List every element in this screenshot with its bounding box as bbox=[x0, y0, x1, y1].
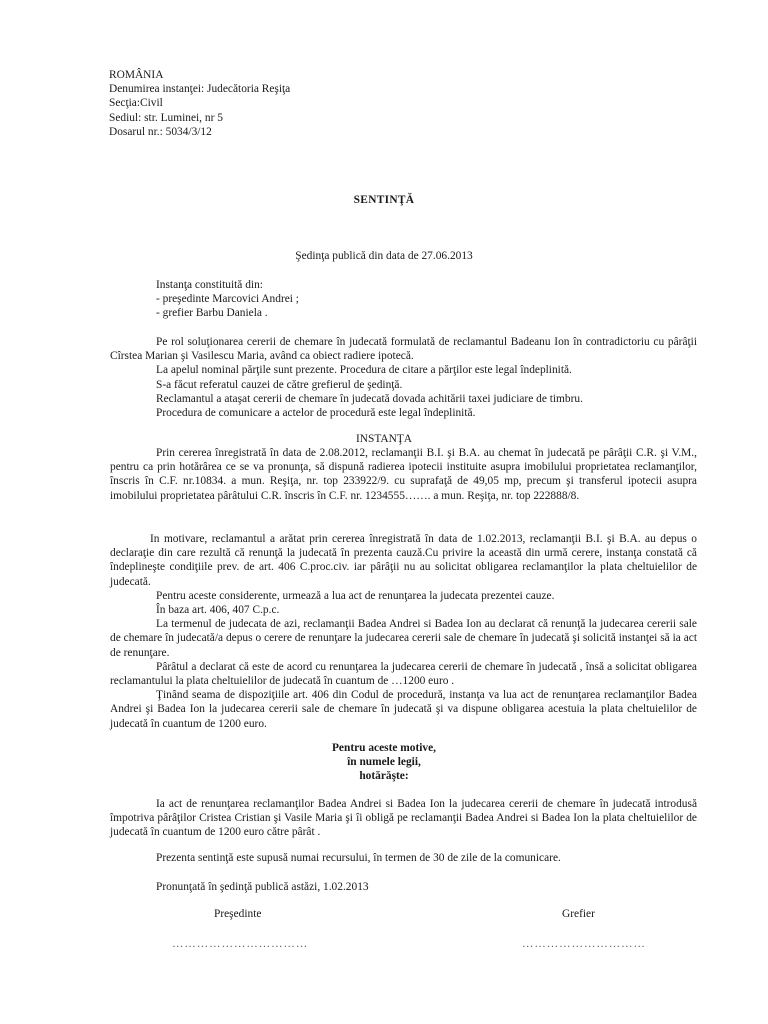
pronouncement-line: Pronunţată în şedinţă publică astăzi, 1.02.2013 bbox=[156, 881, 369, 893]
motives-heading bbox=[0, 741, 768, 784]
court-reasoning-main bbox=[110, 532, 697, 731]
reasoning-paragraph-1: Prin cererea înregistrată în data de 2.08.2012, reclamanţii B.I. şi B.A. au chemat în judecată pe pârâţii C.R. şi V.M., pentru ca prin hotărârea ce se va pronunţa, să dispună radierea ipotecii instituite asupra imobilului proprietatea reclamanţilor, înscris în C.F. nr.10834. a mun. Reşiţa, nr. top 233922/9. cu suprafaţă de 49,05 mp, precum şi transferul ipotecii asupra imobilului proprietatea pârâtului C.R. înscris în C.F. nr. 1234555……. a mun. Reşiţa, nr. top 222888/8. bbox=[110, 447, 697, 502]
court-header bbox=[109, 68, 290, 139]
intro-line-procedure: Procedura de comunicare a actelor de procedură este legal îndeplinită. bbox=[156, 407, 476, 420]
intro-section bbox=[110, 335, 697, 420]
session-line: Şedinţa publică din data de 27.06.2013 bbox=[295, 250, 473, 262]
reasoning-paragraph-4: În baza art. 406, 407 C.p.c. bbox=[156, 604, 280, 617]
section-line: Secţia:Civil bbox=[109, 97, 163, 110]
motives-line-1: Pentru aceste motive, bbox=[331, 742, 437, 754]
country-line: ROMÂNIA bbox=[109, 69, 164, 81]
reasoning-paragraph-6: Pârâtul a declarat că este de acord cu renunţarea la judecarea cererii de chemare în judecată , însă a solicitat obligarea reclamantului la plata cheltuielilor de judecată în cuantum de …1200 euro . bbox=[110, 660, 697, 688]
motives-line-3: hotărăşte: bbox=[359, 770, 409, 783]
president-label: Preşedinte bbox=[214, 908, 262, 920]
intro-line-appeal: La apelul nominal părţile sunt prezente. Procedura de citare a părţilor este legal îndeplinită. bbox=[156, 364, 572, 377]
court-composition bbox=[110, 278, 697, 321]
appeal-note: Prezenta sentinţă este supusă numai recursului, în termen de 30 de zile de la comunicare. bbox=[156, 852, 561, 864]
appeal-note-block bbox=[110, 851, 697, 865]
file-number-line: Dosarul nr.: 5034/3/12 bbox=[109, 125, 212, 138]
court-heading: INSTANŢA bbox=[355, 433, 413, 445]
clerk-signature-line: ………………………… bbox=[522, 938, 646, 950]
document-title: SENTINŢĂ bbox=[353, 194, 415, 206]
composition-clerk: - grefier Barbu Daniela . bbox=[156, 307, 268, 320]
reasoning-paragraph-2: In motivare, reclamantul a arătat prin cererea înregistrată în data de 1.02.2013, reclamanţii B.I. şi B.A. au depus o declaraţie din care rezultă că renunţă la judecată în prezenta cauză.Cu privire la această din urmă cerere, instanţa constată că îndeplineşte condiţiile prev. de art. 406 C.proc.civ. iar pârâţii nu au solicitat obligarea reclamanţilor la plata cheltuielilor de judecată. bbox=[110, 533, 697, 588]
court-reasoning-p1 bbox=[110, 446, 697, 503]
intro-line-stamp-tax: Reclamantul a ataşat cererii de chemare în judecată dovada achitării taxei judiciare de timbru. bbox=[156, 392, 583, 405]
reasoning-paragraph-7: Ţinând seama de dispoziţiile art. 406 din Codul de procedură, instanţa va lua act de renunţarea reclamanţilor Badea Andrei şi Badea Ion la judecarea cererii sale de chemare în judecată şi va dispune obligarea acestuia la plata cheltuielilor de judecată în cuantum de 1200 euro. bbox=[110, 689, 697, 730]
motives-line-2: în numele legii, bbox=[347, 756, 421, 769]
pronouncement-block bbox=[110, 880, 697, 894]
intro-paragraph: Pe rol soluţionarea cererii de chemare în judecată formulată de reclamantul Badeanu Ion în contradictoriu cu pârâţii Cîrstea Marian şi Vasilescu Maria, având ca obiect radiere ipotecă. bbox=[110, 336, 697, 363]
clerk-label: Grefier bbox=[562, 908, 595, 920]
decision-section bbox=[110, 797, 697, 840]
court-name-line: Denumirea instanţei: Judecătoria Reşiţa bbox=[109, 83, 291, 96]
reasoning-paragraph-3: Pentru aceste considerente, urmează a lua act de renunţarea la judecata prezentei cauze. bbox=[156, 589, 555, 602]
composition-president: - preşedinte Marcovici Andrei ; bbox=[156, 293, 299, 306]
composition-heading: Instanţa constituită din: bbox=[156, 279, 263, 291]
decision-paragraph: Ia act de renunţarea reclamanţilor Badea Andrei si Badea Ion la judecarea cererii de chemare în judecată introdusă împotriva pârâţilor Cristea Cristian şi Vasile Maria şi îi obligă pe reclamanţii Badea Andrei si Badea Ion la plata cheltuielilor de judecată în cuantum de 1200 euro către pârât . bbox=[110, 798, 697, 839]
president-signature-line: …………………………… bbox=[172, 938, 309, 950]
reasoning-paragraph-5: La termenul de judecata de azi, reclamanţii Badea Andrei si Badea Ion au declarat că renunţă la judecarea cererii sale de chemare în judecată/a depus o cerere de renunţare la judecarea cererii sale de chemare în judecată şi solicită instanţei să ia act de renunţare. bbox=[110, 618, 697, 659]
seat-line: Sediul: str. Luminei, nr 5 bbox=[109, 111, 223, 124]
intro-line-report: S-a făcut referatul cauzei de către grefierul de şedinţă. bbox=[156, 378, 403, 391]
